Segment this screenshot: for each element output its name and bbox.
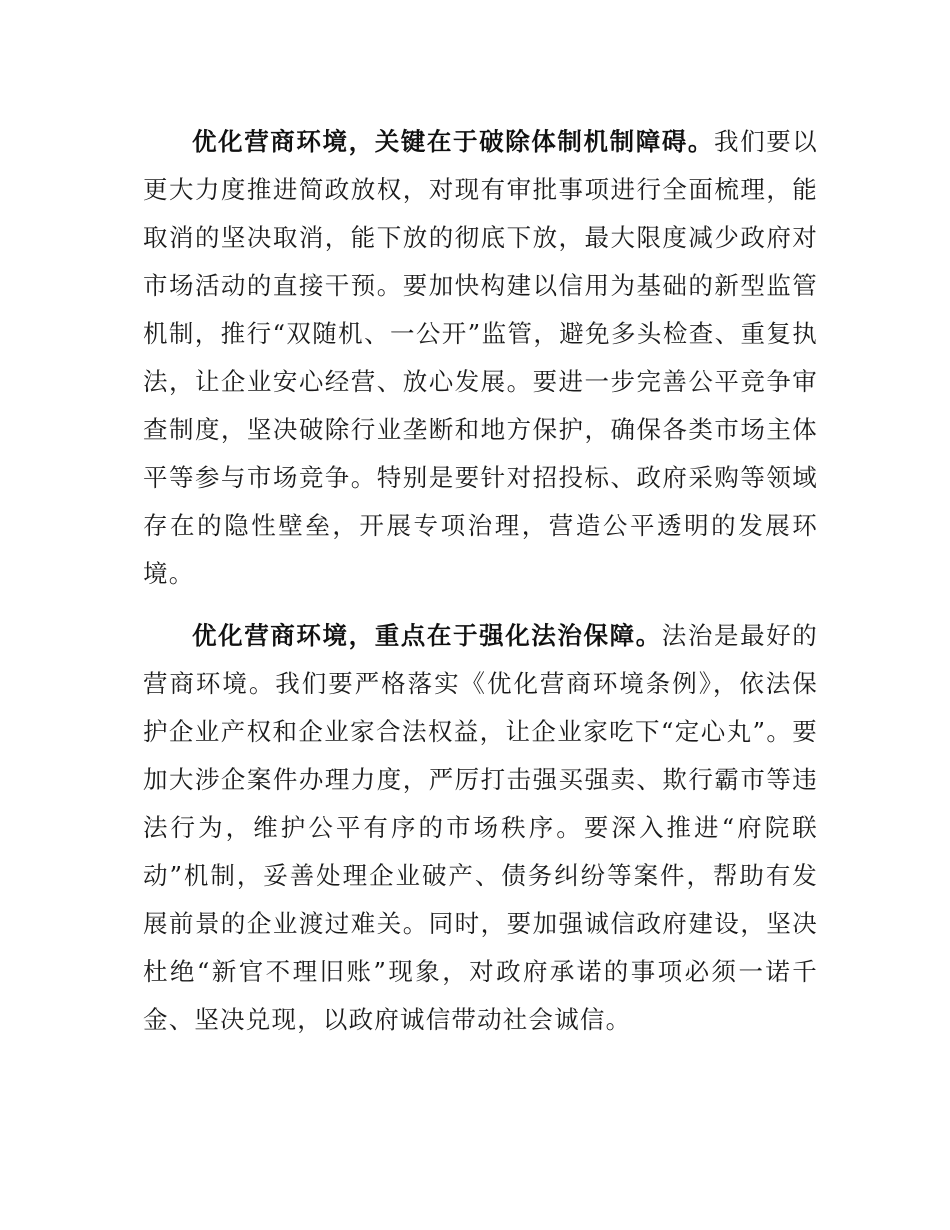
- paragraph-2-lead: 优化营商环境，重点在于强化法治保障。: [192, 621, 662, 650]
- paragraph-1: [143, 118, 818, 598]
- document-body: [143, 118, 818, 1044]
- paragraph-1-body: 我们要以更大力度推进简政放权，对现有审批事项进行全面梳理，能取消的坚决取消，能下放的彻底下放，最大限度减少政府对市场活动的直接干预。要加快构建以信用为基础的新型监管机制，推行“双随机、一公开”监管，避免多头检查、重复执法，让企业安心经营、放心发展。要进一步完善公平竞争审查制度，坚决破除行业垄断和地方保护，确保各类市场主体平等参与市场竞争。特别是要针对招投标、政府采购等领域存在的隐性壁垒，开展专项治理，营造公平透明的发展环境。: [143, 127, 818, 588]
- paragraph-2-body: 法治是最好的营商环境。我们要严格落实《优化营商环境条例》，依法保护企业产权和企业家合法权益，让企业家吃下“定心丸”。要加大涉企案件办理力度，严厉打击强买强卖、欺行霸市等违法行为，维护公平有序的市场秩序。要深入推进“府院联动”机制，妥善处理企业破产、债务纠纷等案件，帮助有发展前景的企业渡过难关。同时，要加强诚信政府建设，坚决杜绝“新官不理旧账”现象，对政府承诺的事项必须一诺千金、坚决兑现，以政府诚信带动社会诚信。: [143, 621, 818, 1034]
- paragraph-1-lead: 优化营商环境，关键在于破除体制机制障碍。: [192, 127, 714, 156]
- paragraph-2: [143, 612, 818, 1044]
